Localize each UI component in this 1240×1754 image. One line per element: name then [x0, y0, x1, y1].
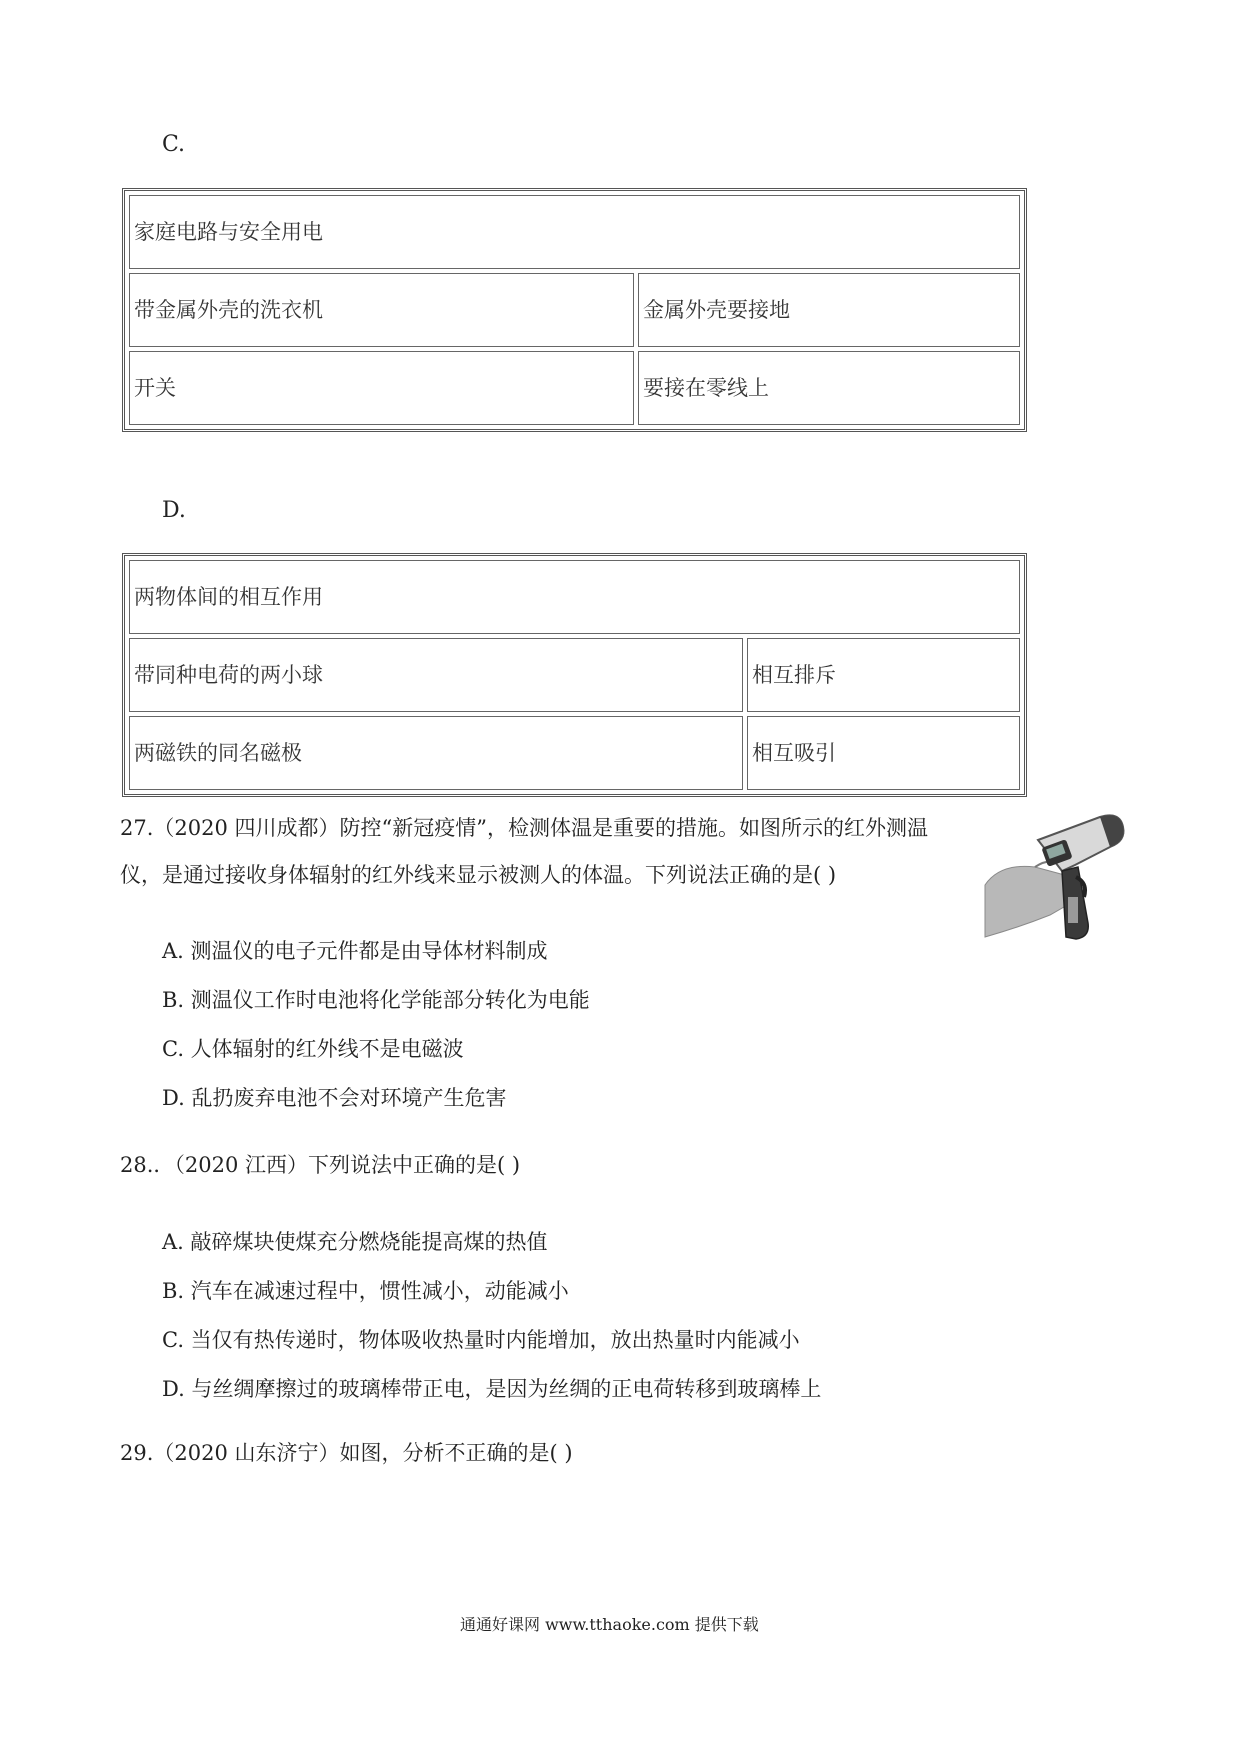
- table-c-header: 家庭电路与安全用电: [129, 195, 1020, 269]
- q28-line1: 28.．（2020 江西）下列说法中正确的是( ): [120, 1153, 521, 1177]
- q27-line1: 27.（2020 四川成都）防控“新冠疫情”，检测体温是重要的措施。如图所示的红外测温: [120, 816, 928, 840]
- table-c: [122, 188, 1027, 432]
- table-c-cell: 开关: [129, 351, 634, 425]
- table-d: [122, 553, 1027, 797]
- table-d-cell: 两磁铁的同名磁极: [129, 716, 743, 790]
- q28-option-b: B. 汽车在减速过程中，惯性减小，动能减小: [162, 1279, 569, 1303]
- q27-option-c: C. 人体辐射的红外线不是电磁波: [162, 1037, 464, 1061]
- q28-option-c: C. 当仅有热传递时，物体吸收热量时内能增加，放出热量时内能减小: [162, 1328, 800, 1352]
- table-d-cell: 相互排斥: [747, 638, 1020, 712]
- q27-line2: 仪，是通过接收身体辐射的红外线来显示被测人的体温。下列说法正确的是( ): [120, 863, 837, 887]
- page-footer: 通通好课网 www.tthaoke.com 提供下载: [460, 1615, 759, 1634]
- q28-option-a: A. 敲碎煤块使煤充分燃烧能提高煤的热值: [162, 1230, 548, 1254]
- q28-option-d: D. 与丝绸摩擦过的玻璃棒带正电，是因为丝绸的正电荷转移到玻璃棒上: [162, 1377, 822, 1401]
- q27-option-b: B. 测温仪工作时电池将化学能部分转化为电能: [162, 988, 590, 1012]
- table-c-cell: 金属外壳要接地: [638, 273, 1020, 347]
- q29-line1: 29.（2020 山东济宁）如图，分析不正确的是( ): [120, 1441, 573, 1465]
- table-d-cell: 相互吸引: [747, 716, 1020, 790]
- table-c-cell: 要接在零线上: [638, 351, 1020, 425]
- table-d-header: 两物体间的相互作用: [129, 560, 1020, 634]
- table-c-cell: 带金属外壳的洗衣机: [129, 273, 634, 347]
- infrared-thermometer-image: [980, 805, 1130, 950]
- option-c-label: C.: [162, 132, 186, 157]
- option-d-label: D.: [162, 498, 186, 523]
- q27-option-d: D. 乱扔废弃电池不会对环境产生危害: [162, 1086, 507, 1110]
- q27-option-a: A. 测温仪的电子元件都是由导体材料制成: [162, 939, 548, 963]
- table-d-cell: 带同种电荷的两小球: [129, 638, 743, 712]
